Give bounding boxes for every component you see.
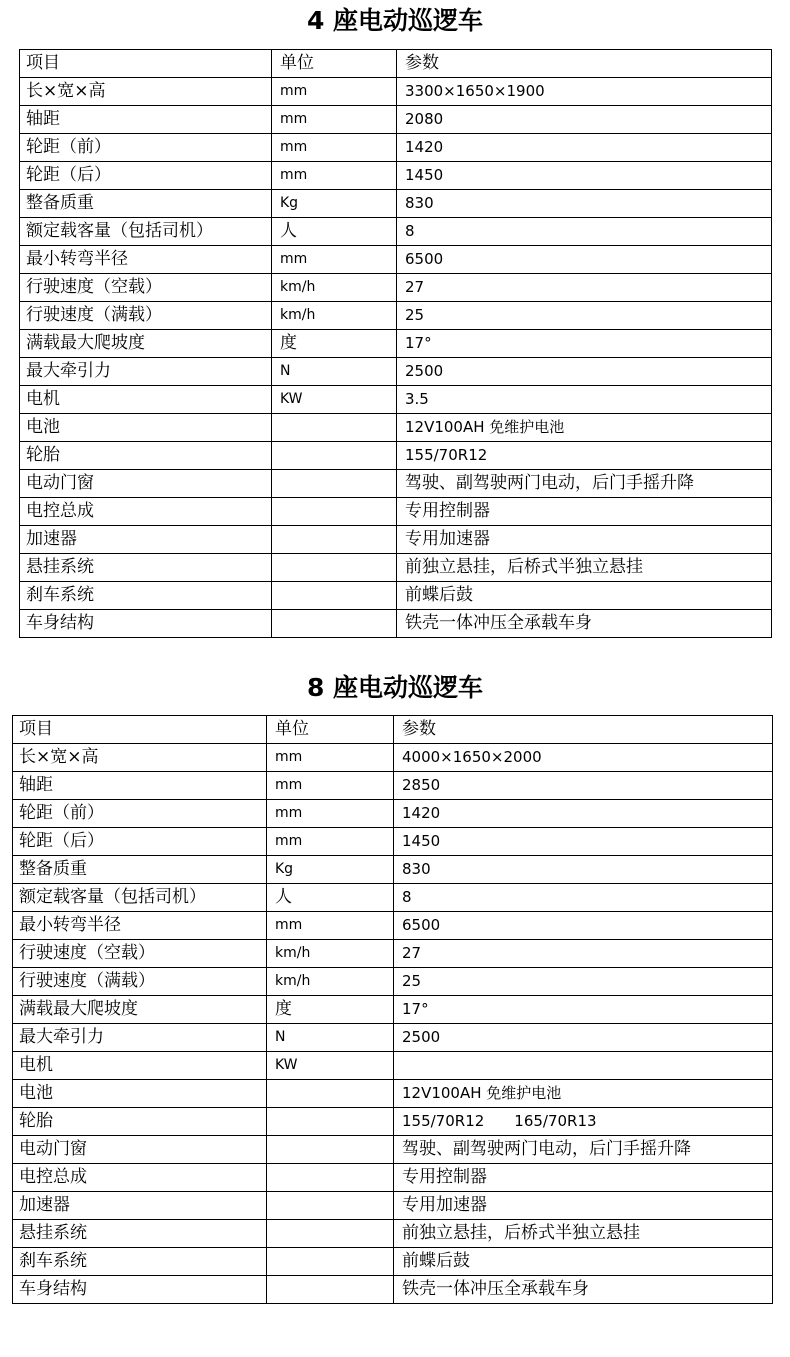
table-row bbox=[13, 940, 773, 968]
cell-item: 车身结构 bbox=[13, 1276, 267, 1304]
cell-param: 1450 bbox=[397, 162, 772, 190]
cell-item: 轮胎 bbox=[13, 1108, 267, 1136]
cell-param: 驾驶、副驾驶两门电动，后门手摇升降 bbox=[397, 470, 772, 498]
header-param: 参数 bbox=[394, 716, 773, 744]
cell-item: 最小转弯半径 bbox=[20, 246, 272, 274]
cell-unit: mm bbox=[267, 800, 394, 828]
cell-unit bbox=[272, 526, 397, 554]
cell-unit: mm bbox=[272, 134, 397, 162]
cell-item: 电机 bbox=[20, 386, 272, 414]
table-title-8-seat: 8 座电动巡逻车 bbox=[306, 673, 484, 702]
cell-param: 2500 bbox=[394, 1024, 773, 1052]
cell-item: 最小转弯半径 bbox=[13, 912, 267, 940]
cell-item: 最大牵引力 bbox=[20, 358, 272, 386]
cell-param: 专用控制器 bbox=[394, 1164, 773, 1192]
cell-param: 专用加速器 bbox=[394, 1192, 773, 1220]
cell-unit bbox=[267, 1220, 394, 1248]
cell-item: 轴距 bbox=[13, 772, 267, 800]
table-row bbox=[20, 274, 772, 302]
table-row bbox=[20, 414, 772, 442]
cell-item: 整备质重 bbox=[13, 856, 267, 884]
cell-unit: N bbox=[272, 358, 397, 386]
table-row bbox=[20, 134, 772, 162]
cell-item: 满载最大爬坡度 bbox=[13, 996, 267, 1024]
table-row bbox=[20, 330, 772, 358]
cell-param: 25 bbox=[397, 302, 772, 330]
table-row bbox=[13, 828, 773, 856]
cell-item: 刹车系统 bbox=[20, 582, 272, 610]
cell-unit bbox=[272, 610, 397, 638]
table-row bbox=[13, 744, 773, 772]
cell-item: 长×宽×高 bbox=[20, 78, 272, 106]
cell-param: 17° bbox=[394, 996, 773, 1024]
cell-item: 加速器 bbox=[20, 526, 272, 554]
cell-param: 2500 bbox=[397, 358, 772, 386]
cell-item: 轮距（前） bbox=[20, 134, 272, 162]
cell-unit bbox=[267, 1164, 394, 1192]
table-row bbox=[13, 1136, 773, 1164]
cell-item: 电控总成 bbox=[20, 498, 272, 526]
cell-param: 1420 bbox=[394, 800, 773, 828]
cell-param: 25 bbox=[394, 968, 773, 996]
cell-param: 前独立悬挂，后桥式半独立悬挂 bbox=[397, 554, 772, 582]
cell-unit: km/h bbox=[272, 274, 397, 302]
cell-param: 前蝶后鼓 bbox=[397, 582, 772, 610]
table-row bbox=[13, 968, 773, 996]
cell-param: 前独立悬挂，后桥式半独立悬挂 bbox=[394, 1220, 773, 1248]
cell-unit bbox=[272, 554, 397, 582]
header-unit: 单位 bbox=[267, 716, 394, 744]
header-item: 项目 bbox=[13, 716, 267, 744]
cell-item: 轮距（前） bbox=[13, 800, 267, 828]
cell-param: 前蝶后鼓 bbox=[394, 1248, 773, 1276]
cell-unit bbox=[267, 1276, 394, 1304]
cell-unit bbox=[267, 1080, 394, 1108]
cell-unit bbox=[267, 1248, 394, 1276]
cell-item: 车身结构 bbox=[20, 610, 272, 638]
cell-unit: Kg bbox=[267, 856, 394, 884]
cell-param: 155/70R12 165/70R13 bbox=[394, 1108, 773, 1136]
cell-param: 6500 bbox=[397, 246, 772, 274]
spec-table-4-seat bbox=[19, 49, 772, 638]
header-unit: 单位 bbox=[272, 50, 397, 78]
table-title-4-seat: 4 座电动巡逻车 bbox=[306, 6, 484, 35]
table-header-row bbox=[20, 50, 772, 78]
table-row bbox=[20, 358, 772, 386]
table-row bbox=[20, 470, 772, 498]
table-row bbox=[20, 190, 772, 218]
cell-unit: mm bbox=[272, 162, 397, 190]
cell-unit bbox=[272, 414, 397, 442]
cell-unit bbox=[272, 442, 397, 470]
cell-item: 长×宽×高 bbox=[13, 744, 267, 772]
cell-param: 专用控制器 bbox=[397, 498, 772, 526]
cell-unit: mm bbox=[267, 828, 394, 856]
cell-item: 电控总成 bbox=[13, 1164, 267, 1192]
cell-item: 行驶速度（满载） bbox=[13, 968, 267, 996]
cell-unit: 度 bbox=[267, 996, 394, 1024]
table-row bbox=[13, 1052, 773, 1080]
cell-item: 额定载客量（包括司机） bbox=[20, 218, 272, 246]
cell-unit: 人 bbox=[272, 218, 397, 246]
table-row bbox=[13, 1192, 773, 1220]
cell-item: 轮距（后） bbox=[13, 828, 267, 856]
spec-table-8-seat bbox=[12, 715, 773, 1304]
table-row bbox=[13, 996, 773, 1024]
cell-param: 4000×1650×2000 bbox=[394, 744, 773, 772]
table-row bbox=[13, 1220, 773, 1248]
cell-unit: KW bbox=[272, 386, 397, 414]
cell-item: 电池 bbox=[13, 1080, 267, 1108]
cell-item: 电机 bbox=[13, 1052, 267, 1080]
cell-unit bbox=[267, 1108, 394, 1136]
cell-param: 830 bbox=[397, 190, 772, 218]
cell-item: 整备质重 bbox=[20, 190, 272, 218]
table-row bbox=[20, 218, 772, 246]
cell-unit: mm bbox=[267, 912, 394, 940]
table-row bbox=[20, 386, 772, 414]
table-row bbox=[13, 884, 773, 912]
cell-unit: mm bbox=[272, 246, 397, 274]
table-row bbox=[13, 1248, 773, 1276]
table-row bbox=[20, 162, 772, 190]
cell-unit bbox=[272, 470, 397, 498]
cell-param: 12V100AH 免维护电池 bbox=[397, 414, 772, 442]
cell-item: 轴距 bbox=[20, 106, 272, 134]
table-row bbox=[20, 610, 772, 638]
cell-unit: km/h bbox=[272, 302, 397, 330]
cell-unit bbox=[267, 1192, 394, 1220]
cell-item: 行驶速度（空载） bbox=[13, 940, 267, 968]
cell-param: 2080 bbox=[397, 106, 772, 134]
table-row bbox=[20, 582, 772, 610]
cell-param: 1420 bbox=[397, 134, 772, 162]
table-row bbox=[13, 800, 773, 828]
table-row bbox=[13, 1024, 773, 1052]
table-row bbox=[20, 526, 772, 554]
cell-param: 27 bbox=[394, 940, 773, 968]
cell-param: 27 bbox=[397, 274, 772, 302]
cell-item: 满载最大爬坡度 bbox=[20, 330, 272, 358]
cell-item: 电池 bbox=[20, 414, 272, 442]
header-item: 项目 bbox=[20, 50, 272, 78]
table-row bbox=[20, 246, 772, 274]
table-row bbox=[20, 554, 772, 582]
table-header-row bbox=[13, 716, 773, 744]
table-row bbox=[20, 106, 772, 134]
table-row bbox=[13, 912, 773, 940]
cell-param: 830 bbox=[394, 856, 773, 884]
cell-item: 最大牵引力 bbox=[13, 1024, 267, 1052]
cell-unit: mm bbox=[267, 744, 394, 772]
cell-param: 3.5 bbox=[397, 386, 772, 414]
cell-param: 专用加速器 bbox=[397, 526, 772, 554]
cell-item: 轮胎 bbox=[20, 442, 272, 470]
cell-param: 6500 bbox=[394, 912, 773, 940]
table-row bbox=[13, 1164, 773, 1192]
table-row bbox=[20, 78, 772, 106]
cell-param: 17° bbox=[397, 330, 772, 358]
cell-unit: km/h bbox=[267, 968, 394, 996]
cell-param: 12V100AH 免维护电池 bbox=[394, 1080, 773, 1108]
cell-item: 行驶速度（空载） bbox=[20, 274, 272, 302]
cell-item: 悬挂系统 bbox=[20, 554, 272, 582]
table-row bbox=[20, 498, 772, 526]
cell-unit: mm bbox=[272, 106, 397, 134]
cell-param: 3300×1650×1900 bbox=[397, 78, 772, 106]
cell-item: 电动门窗 bbox=[20, 470, 272, 498]
cell-unit: mm bbox=[272, 78, 397, 106]
cell-item: 刹车系统 bbox=[13, 1248, 267, 1276]
table-row bbox=[20, 442, 772, 470]
cell-unit bbox=[272, 498, 397, 526]
cell-unit: N bbox=[267, 1024, 394, 1052]
cell-unit: 人 bbox=[267, 884, 394, 912]
cell-item: 轮距（后） bbox=[20, 162, 272, 190]
cell-param: 铁壳一体冲压全承载车身 bbox=[397, 610, 772, 638]
cell-item: 额定载客量（包括司机） bbox=[13, 884, 267, 912]
cell-unit: km/h bbox=[267, 940, 394, 968]
cell-param: 8 bbox=[394, 884, 773, 912]
cell-param: 驾驶、副驾驶两门电动，后门手摇升降 bbox=[394, 1136, 773, 1164]
table-row bbox=[13, 772, 773, 800]
cell-param: 155/70R12 bbox=[397, 442, 772, 470]
cell-param: 铁壳一体冲压全承载车身 bbox=[394, 1276, 773, 1304]
cell-param: 2850 bbox=[394, 772, 773, 800]
table-row bbox=[20, 302, 772, 330]
cell-param bbox=[394, 1052, 773, 1080]
cell-item: 悬挂系统 bbox=[13, 1220, 267, 1248]
header-param: 参数 bbox=[397, 50, 772, 78]
table-row bbox=[13, 1276, 773, 1304]
cell-item: 加速器 bbox=[13, 1192, 267, 1220]
cell-unit bbox=[267, 1136, 394, 1164]
table-row bbox=[13, 856, 773, 884]
cell-item: 行驶速度（满载） bbox=[20, 302, 272, 330]
cell-param: 1450 bbox=[394, 828, 773, 856]
cell-unit: 度 bbox=[272, 330, 397, 358]
cell-unit bbox=[272, 582, 397, 610]
table-row bbox=[13, 1080, 773, 1108]
cell-unit: KW bbox=[267, 1052, 394, 1080]
cell-item: 电动门窗 bbox=[13, 1136, 267, 1164]
cell-unit: Kg bbox=[272, 190, 397, 218]
cell-unit: mm bbox=[267, 772, 394, 800]
table-row bbox=[13, 1108, 773, 1136]
cell-param: 8 bbox=[397, 218, 772, 246]
